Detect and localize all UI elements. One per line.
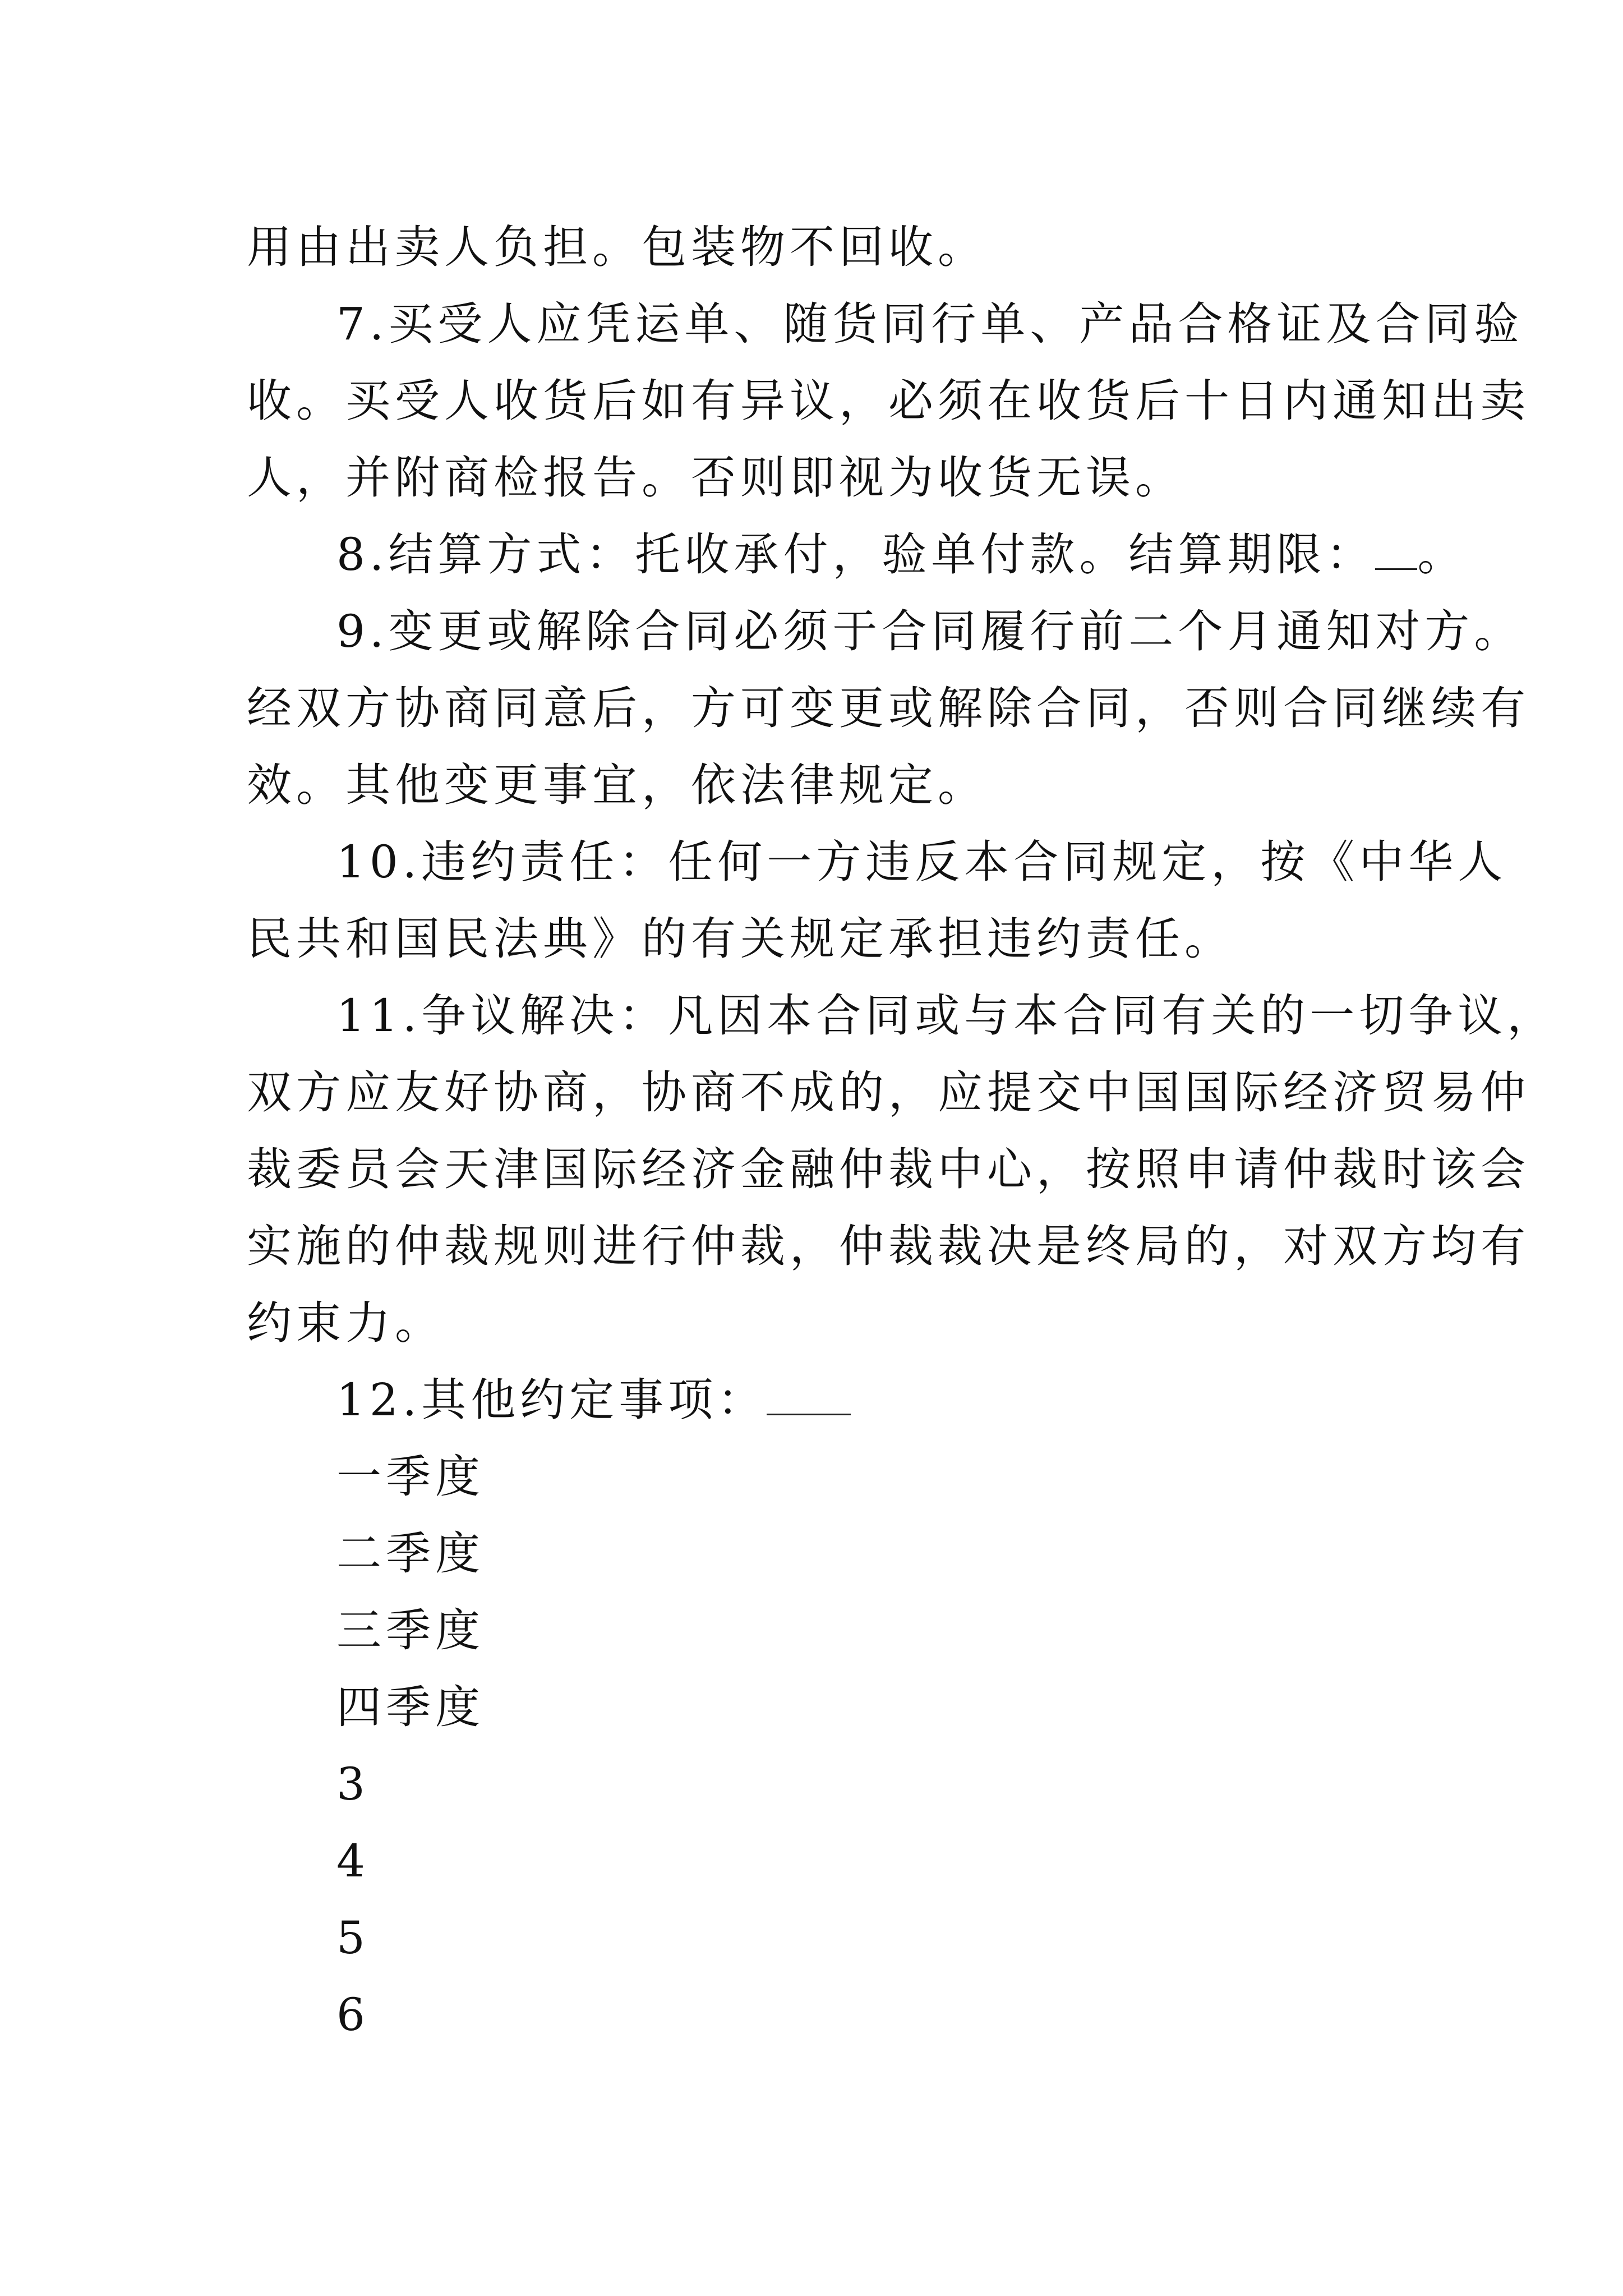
- paragraph-line: 经双方协商同意后，方可变更或解除合同，否则合同继续有: [247, 682, 1530, 734]
- clause-8-line: 8.结算方式：托收承付，验单付款。结算期限： 。: [336, 528, 1467, 581]
- clause-9-line: 9.变更或解除合同必须于合同履行前二个月通知对方。: [336, 605, 1524, 657]
- list-item: 3: [336, 1758, 370, 1810]
- clause-10-line: 10.违约责任：任何一方违反本合同规定，按《中华人: [336, 836, 1507, 888]
- paragraph-line: 效。其他变更事宜，依法律规定。: [247, 759, 987, 811]
- paragraph-line: 民共和国民法典》的有关规定承担违约责任。: [247, 913, 1234, 965]
- list-item: 4: [336, 1835, 370, 1887]
- settlement-period-blank: [1375, 529, 1417, 570]
- list-item: 三季度: [336, 1604, 485, 1657]
- paragraph-line: 裁委员会天津国际经济金融仲裁中心，按照申请仲裁时该会: [247, 1143, 1530, 1195]
- document-body: [247, 209, 1557, 2053]
- clause-7-line: 7.买受人应凭运单、随货同行单、产品合格证及合同验: [336, 298, 1524, 350]
- other-terms-blank: [767, 1374, 851, 1415]
- paragraph-line: 人，并附商检报告。否则即视为收货无误。: [247, 452, 1184, 504]
- clause-12-line: 12.其他约定事项：: [247, 1361, 1385, 1438]
- paragraph-line: 用由出卖人负担。包装物不回收。: [247, 221, 987, 273]
- paragraph-line: 双方应友好协商，协商不成的，应提交中国国际经济贸易仲: [247, 1066, 1530, 1119]
- list-item: 四季度: [336, 1681, 485, 1733]
- clause-11-line: 11.争议解决：凡因本合同或与本合同有关的一切争议，: [336, 990, 1557, 1042]
- paragraph-line: 实施的仲裁规则进行仲裁，仲裁裁决是终局的，对双方均有: [247, 1220, 1530, 1272]
- paragraph-line: 约束力。: [247, 1297, 444, 1349]
- paragraph-line: 收。买受人收货后如有异议，必须在收货后十日内通知出卖: [247, 375, 1530, 427]
- list-item: 一季度: [336, 1451, 485, 1503]
- list-item: 6: [336, 1989, 370, 2041]
- list-item: 5: [336, 1912, 370, 1964]
- list-item: 二季度: [336, 1527, 485, 1580]
